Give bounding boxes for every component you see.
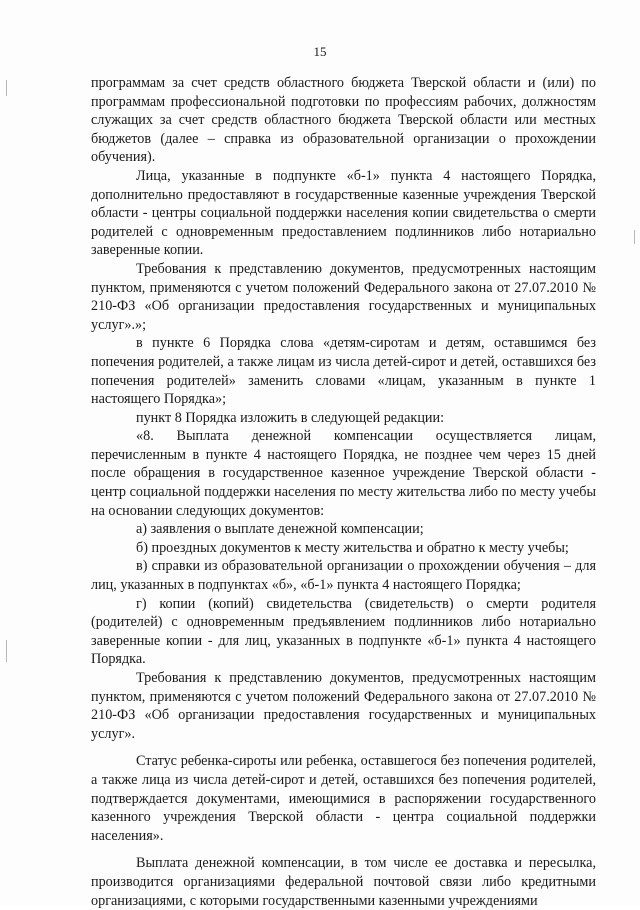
body-text: [91, 74, 596, 910]
paragraph: Лица, указанные в подпункте «б-1» пункта 4 настоящего Порядка, дополнительно предоставляют в государственные казенные учреждения Тверской области - центры социальной поддержки населения копии свидетельства о смерти родителей с одновременным предоставлением подлинников либо нотариально заверенные копии.: [91, 167, 596, 259]
paragraph: пункт 8 Порядка изложить в следующей редакции:: [136, 409, 445, 426]
paragraph: Выплата денежной компенсации, в том числе ее доставка и пересылка, производится организациями федеральной почтовой связи либо кредитными организациями, с которыми государственными казенными учреждениями: [91, 855, 596, 909]
scan-edge-mark: [6, 80, 7, 96]
paragraph: в пункте 6 Порядка слова «детям-сиротам и детям, оставшимся без попечения родителей, а также лицам из числа детей-сирот и детей, оставшихся без попечения родителей» заменить словами «лицам, указанным в пункте 1 настоящего Порядка»;: [91, 335, 596, 408]
paragraph: г) копии (копий) свидетельства (свидетельств) о смерти родителя (родителей) с одновременным предъявлением подлинников либо нотариально заверенные копии - для лиц, указанных в подпункте «б-1» пункта 4 настоящего Порядка.: [91, 595, 596, 668]
scan-edge-mark: [6, 640, 7, 662]
page-number: 15: [313, 44, 327, 59]
paragraph: б) проездных документов к месту жительства и обратно к месту учебы;: [136, 539, 569, 556]
paragraph: в) справки из образовательной организации о прохождении обучения – для лиц, указанных в подпунктах «б», «б-1» пункта 4 настоящего Порядка;: [91, 558, 596, 594]
paragraph: а) заявления о выплате денежной компенсации;: [136, 521, 424, 538]
scan-edge-mark: [634, 230, 635, 244]
paragraph: «8. Выплата денежной компенсации осуществляется лицам, перечисленным в пункте 4 настоящего Порядка, не позднее чем через 15 дней после обращения в государственное казенное учреждение Тверской области - центр социальной поддержки населения по месту жительства либо по месту учебы на основании следующих документов:: [91, 428, 596, 519]
paragraph: Требования к представлению документов, предусмотренных настоящим пунктом, применяются с учетом положений Федерального закона от 27.07.2010 № 210-ФЗ «Об организации предоставления государственных и муниципальных услуг».»;: [91, 260, 596, 333]
paragraph: программам за счет средств областного бюджета Тверской области и (или) по программам профессиональной подготовки по профессиям рабочих, должностям служащих за счет средств областного бюджета Тверской области или местных бюджетов (далее – справка из образовательной организации о прохождении обучения).: [91, 75, 596, 166]
paragraph: Требования к представлению документов, предусмотренных настоящим пунктом, применяются с учетом положений Федерального закона от 27.07.2010 № 210-ФЗ «Об организации предоставления государственных и муниципальных услуг».: [91, 670, 596, 742]
paragraph: Статус ребенка-сироты или ребенка, оставшегося без попечения родителей, а также лица из числа детей-сирот и детей, оставшихся без попечения родителей, подтверждается документами, имеющимися в распоряжении государственного казенного учреждения Тверской области - центра социальной поддержки населения».: [91, 753, 596, 844]
